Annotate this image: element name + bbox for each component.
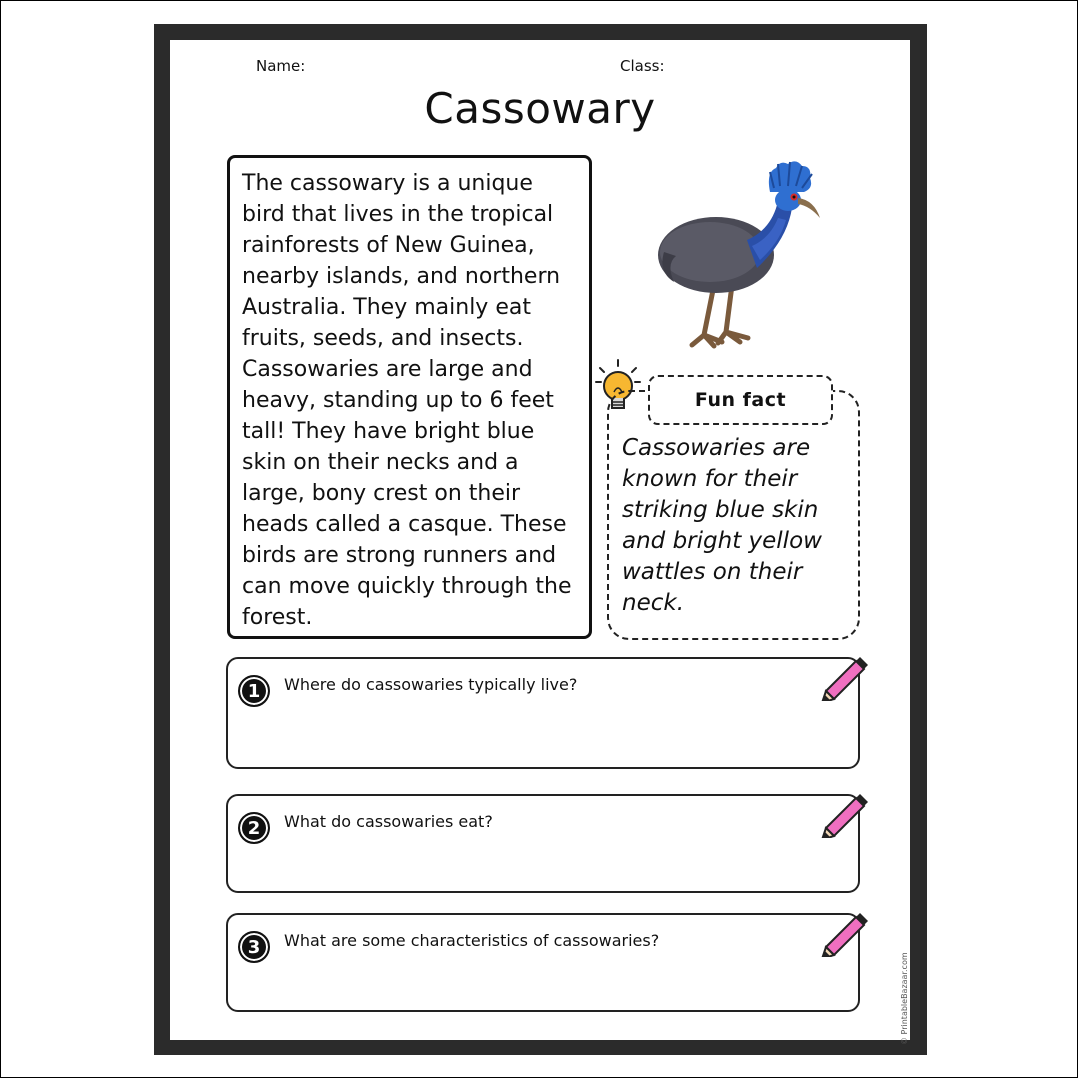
pencil-icon — [812, 788, 870, 838]
question-text: What are some characteristics of cassowaries? — [284, 931, 660, 950]
class-label: Class: — [620, 57, 665, 75]
fun-fact-heading: Fun fact — [648, 375, 833, 425]
question-2-answer-box[interactable] — [226, 794, 860, 893]
reading-passage-text: The cassowary is a unique bird that lives in the tropical rainforests of New Guinea, nearby islands, and northern Australia. They mainly eat fruits, seeds, and insects. Cassowaries are large and heavy, standing up to 6 feet tall! They have bright blue skin on their necks and a large, bony crest on their heads called a casque. These birds are strong runners and can move quickly through the forest. — [242, 171, 572, 630]
question-1-answer-box[interactable] — [226, 657, 860, 769]
page-title: Cassowary — [424, 84, 656, 133]
watermark: © PrintableBazaar.com — [900, 952, 909, 1045]
name-label: Name: — [256, 57, 306, 75]
cassowary-bird-icon — [652, 160, 832, 355]
question-text: What do cassowaries eat? — [284, 812, 493, 831]
pencil-icon — [812, 651, 870, 701]
fun-fact-text: Cassowaries are known for their striking blue skin and bright yellow wattles on their neck. — [622, 435, 822, 616]
pencil-icon — [812, 907, 870, 957]
question-number: 2 — [238, 812, 270, 844]
question-3-answer-box[interactable] — [226, 913, 860, 1012]
reading-passage-box — [227, 155, 592, 639]
question-number: 3 — [238, 931, 270, 963]
question-text: Where do cassowaries typically live? — [284, 675, 578, 694]
worksheet-page — [170, 40, 910, 1045]
question-number: 1 — [238, 675, 270, 707]
